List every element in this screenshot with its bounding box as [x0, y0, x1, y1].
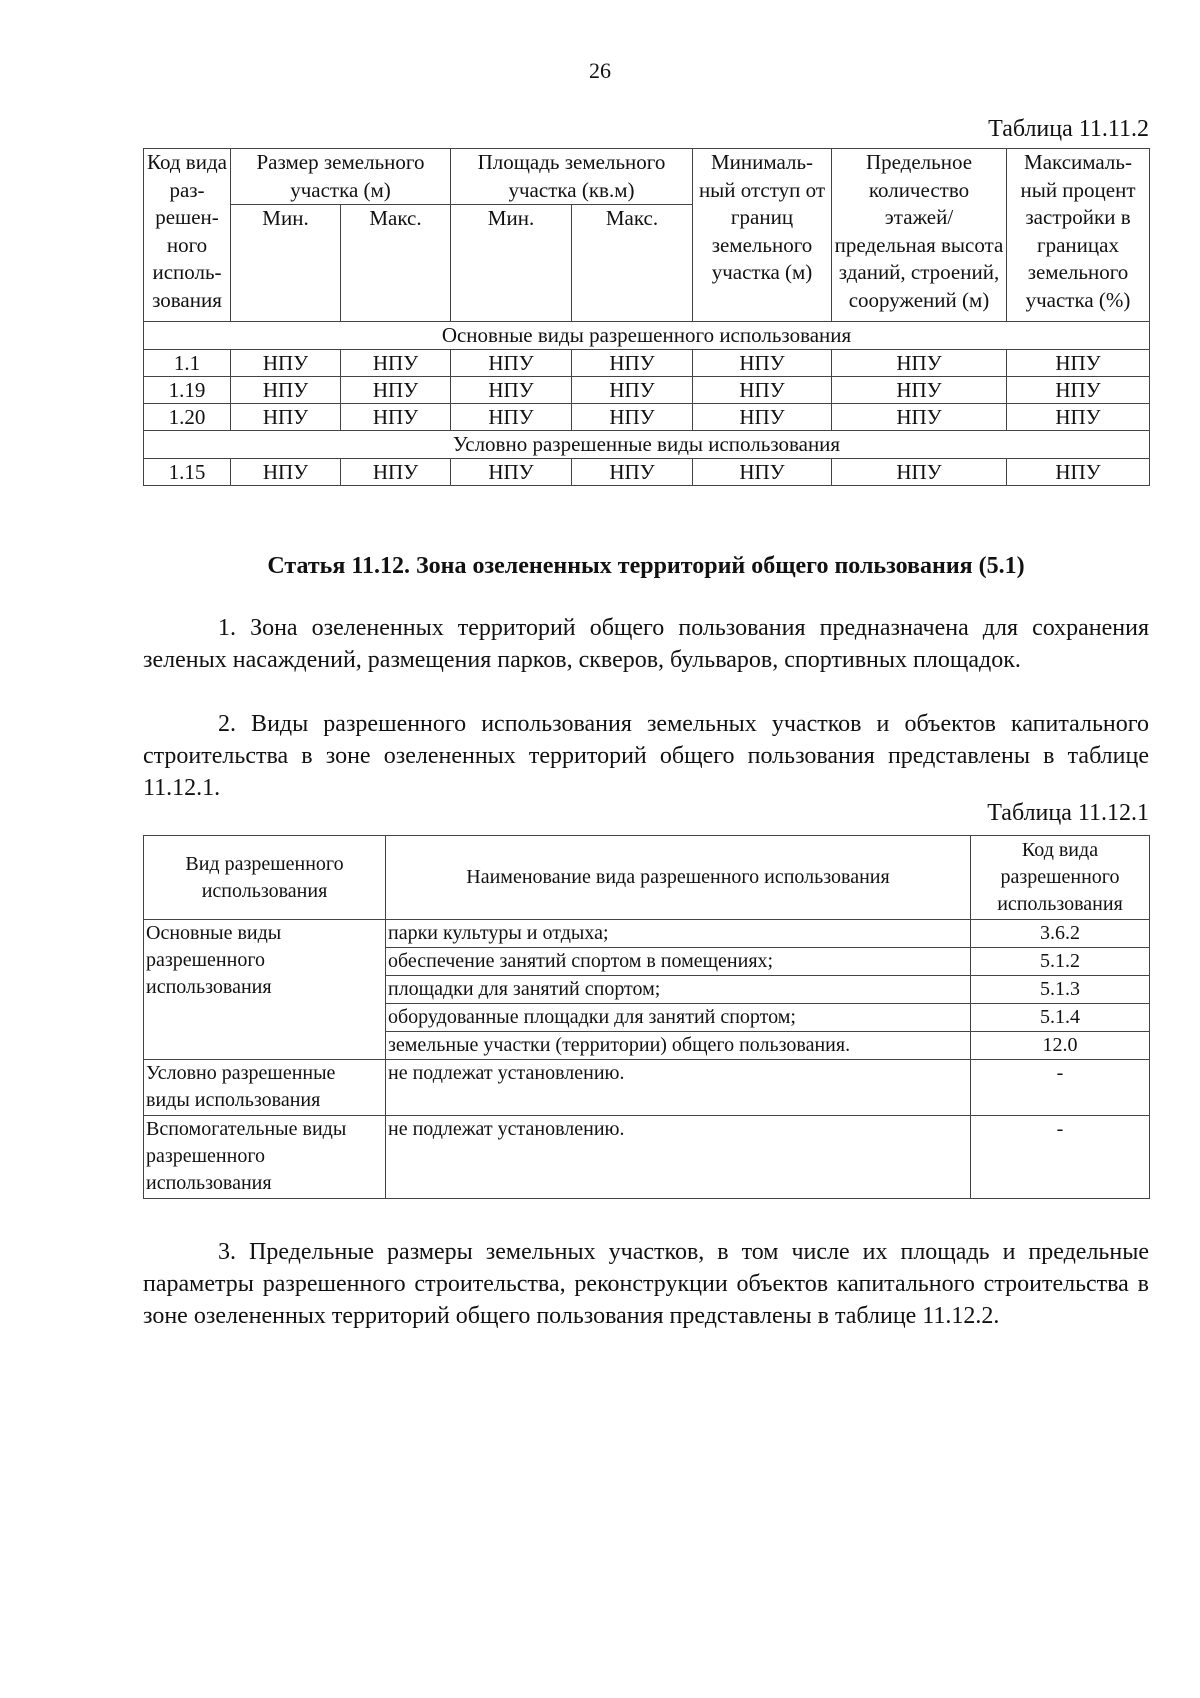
use-name: обеспечение занятий спортом в помещениях; — [386, 948, 971, 976]
cell: НПУ — [832, 459, 1007, 486]
cell: 1.15 — [144, 459, 231, 486]
table-row — [144, 350, 1150, 377]
group-label: Основные виды разрешенного использования — [144, 920, 386, 1060]
cell: НПУ — [341, 459, 451, 486]
paragraph: 1. Зона озелененных территорий общего пользования предназначена для сохранения зеленых насаждений, размещения парков, скверов, бульваров, спортивных площадок. — [143, 615, 1149, 673]
table-row — [144, 404, 1150, 431]
cell: НПУ — [572, 350, 693, 377]
cell: НПУ — [341, 350, 451, 377]
cell: НПУ — [231, 459, 341, 486]
header-min-setback: Минималь-ный отступ от границ земельного участка (м) — [693, 149, 832, 322]
table-row — [144, 920, 1150, 948]
header-code: Код вида разрешенного использования — [971, 836, 1150, 920]
cell: НПУ — [693, 459, 832, 486]
section-title: Основные виды разрешенного использования — [144, 322, 1150, 350]
header-kind: Вид разрешенного использования — [144, 836, 386, 920]
cell: НПУ — [341, 404, 451, 431]
group-label: Вспомогательные виды разрешенного использования — [144, 1116, 386, 1199]
cell: 1.1 — [144, 350, 231, 377]
cell: НПУ — [572, 459, 693, 486]
cell: НПУ — [451, 459, 572, 486]
table-caption: Таблица 11.11.2 — [988, 116, 1149, 142]
cell: НПУ — [451, 404, 572, 431]
cell: НПУ — [693, 404, 832, 431]
page-number: 26 — [589, 58, 611, 83]
cell: НПУ — [341, 377, 451, 404]
cell: 1.20 — [144, 404, 231, 431]
use-code: 12.0 — [971, 1032, 1150, 1060]
cell: НПУ — [1007, 459, 1150, 486]
header-min: Мин. — [231, 205, 341, 322]
table-row — [144, 1116, 1150, 1199]
cell: НПУ — [1007, 404, 1150, 431]
header-plot-size: Размер земельного участка (м) — [231, 149, 451, 205]
limits-table — [143, 148, 1150, 486]
permitted-uses-table — [143, 835, 1150, 1199]
cell: НПУ — [832, 404, 1007, 431]
cell: НПУ — [451, 350, 572, 377]
use-name: не подлежат установлению. — [386, 1060, 971, 1116]
use-code: - — [971, 1060, 1150, 1116]
use-code: 3.6.2 — [971, 920, 1150, 948]
cell: НПУ — [572, 377, 693, 404]
cell: НПУ — [451, 377, 572, 404]
cell: 1.19 — [144, 377, 231, 404]
cell: НПУ — [231, 350, 341, 377]
use-code: - — [971, 1116, 1150, 1199]
paragraph: 3. Предельные размеры земельных участков, в том числе их площадь и предельные параметры разрешенного строительства, реконструкции объектов капитального строительства в зоне озелененных территорий общего пользования представлены в таблице 11.12.2. — [143, 1239, 1149, 1329]
use-name: земельные участки (территории) общего пользования. — [386, 1032, 971, 1060]
header-name: Наименование вида разрешенного использования — [386, 836, 971, 920]
use-code: 5.1.3 — [971, 976, 1150, 1004]
table-row — [144, 377, 1150, 404]
use-code: 5.1.2 — [971, 948, 1150, 976]
cell: НПУ — [693, 377, 832, 404]
paragraph: 2. Виды разрешенного использования земельных участков и объектов капитального строительства в зоне озелененных территорий общего пользования представлены в таблице 11.12.1. — [143, 711, 1149, 801]
cell: НПУ — [832, 377, 1007, 404]
header-max: Макс. — [572, 205, 693, 322]
cell: НПУ — [231, 377, 341, 404]
header-max-coverage: Максималь-ный процент застройки в границах земельного участка (%) — [1007, 149, 1150, 322]
header-max: Макс. — [341, 205, 451, 322]
use-name: парки культуры и отдыха; — [386, 920, 971, 948]
article-heading: Статья 11.12. Зона озелененных территорий общего пользования (5.1) — [267, 553, 1025, 579]
cell: НПУ — [231, 404, 341, 431]
cell: НПУ — [693, 350, 832, 377]
header-min: Мин. — [451, 205, 572, 322]
group-label: Условно разрешенные виды использования — [144, 1060, 386, 1116]
use-name: не подлежат установлению. — [386, 1116, 971, 1199]
table-row — [144, 1060, 1150, 1116]
use-code: 5.1.4 — [971, 1004, 1150, 1032]
cell: НПУ — [572, 404, 693, 431]
cell: НПУ — [832, 350, 1007, 377]
use-name: оборудованные площадки для занятий спортом; — [386, 1004, 971, 1032]
header-max-floors: Предельное количество этажей/ предельная высота зданий, строений, сооружений (м) — [832, 149, 1007, 322]
header-code: Код вида раз-решен-ного исполь-зования — [144, 149, 231, 322]
table-row — [144, 459, 1150, 486]
use-name: площадки для занятий спортом; — [386, 976, 971, 1004]
header-plot-area: Площадь земельного участка (кв.м) — [451, 149, 693, 205]
cell: НПУ — [1007, 377, 1150, 404]
cell: НПУ — [1007, 350, 1150, 377]
table-caption: Таблица 11.12.1 — [987, 800, 1149, 826]
section-title: Условно разрешенные виды использования — [144, 431, 1150, 459]
